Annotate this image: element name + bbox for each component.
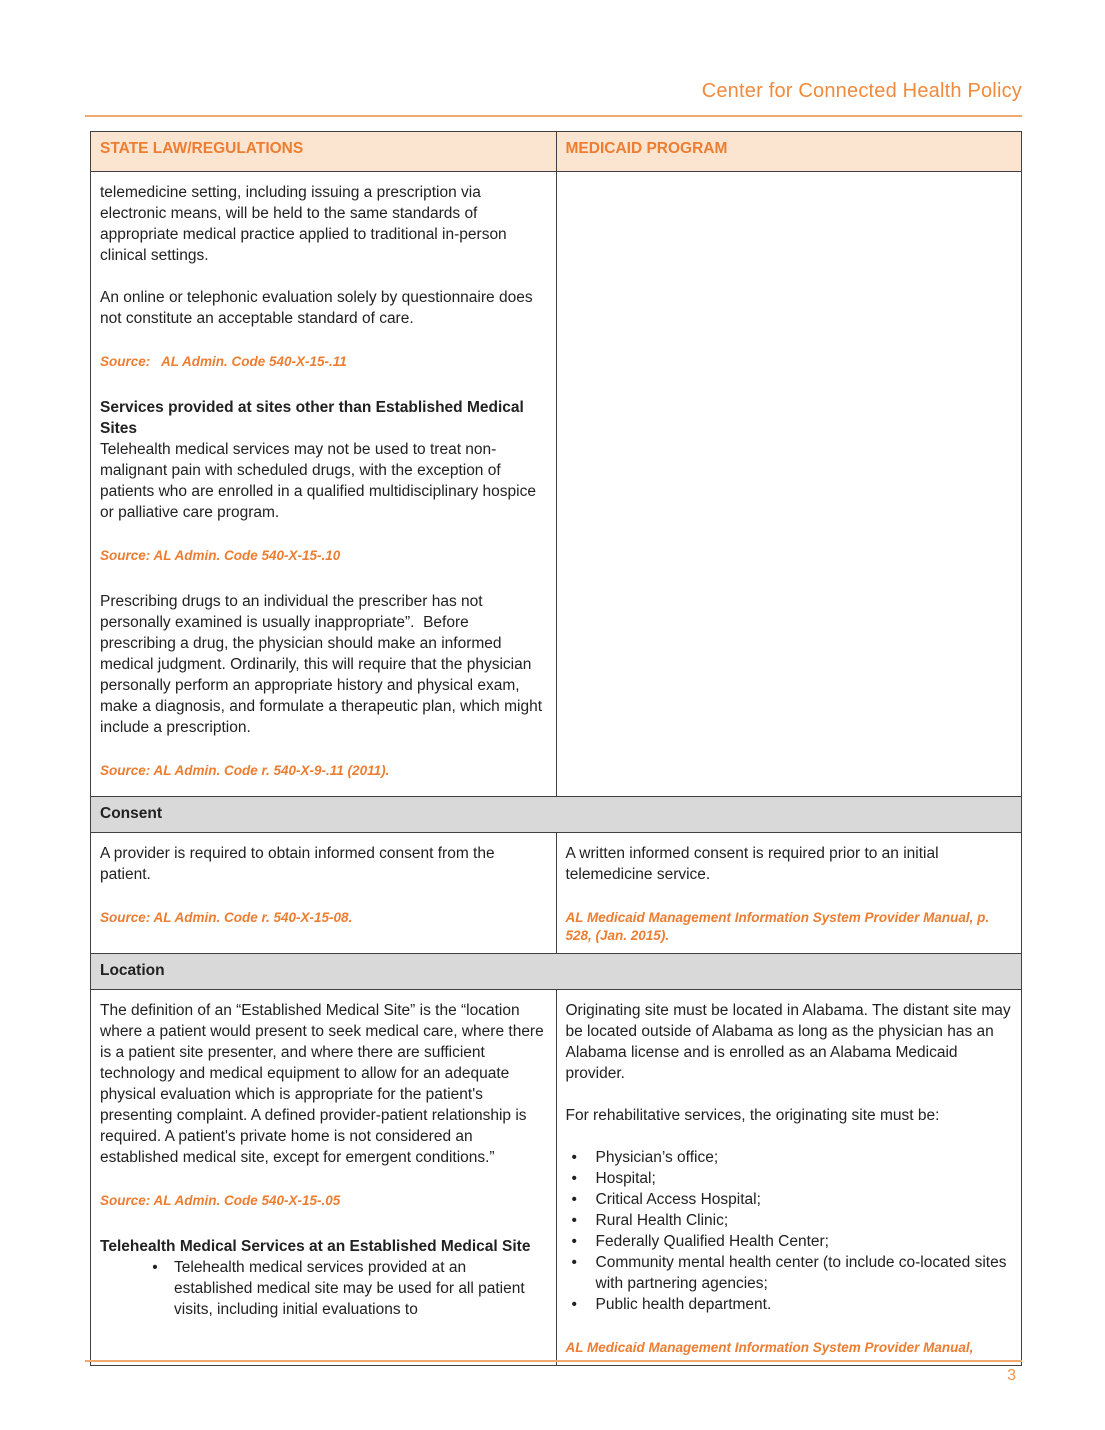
state-law-cell-consent <box>91 833 557 954</box>
document-header <box>85 0 1022 117</box>
document-title: Center for Connected Health Policy <box>701 80 1022 102</box>
list-item: • Critical Access Hospital; <box>571 1191 761 1208</box>
policy-comparison-table <box>90 131 1022 1366</box>
list-item: • Physician’s office; <box>571 1149 719 1166</box>
bullet-icon: • <box>571 1254 577 1271</box>
source-citation: Source: AL Admin. Code 540-X-15-.05 <box>100 1193 341 1208</box>
source-citation: Source: AL Admin. Code r. 540-X-9-.11 (2011). <box>100 763 390 778</box>
state-law-cell-location <box>91 990 557 1366</box>
section-header-row <box>91 797 1022 833</box>
source-citation: Source: AL Admin. Code 540-X-15-.10 <box>100 548 341 563</box>
medicaid-cell-empty <box>556 172 1022 797</box>
table-row <box>91 990 1022 1366</box>
bullet-icon: • <box>571 1149 577 1166</box>
paragraph-online-evaluation: An online or telephonic evaluation solely by questionnaire does not constitute an acceptable standard of care. <box>100 289 533 327</box>
state-law-cell-standards <box>91 172 557 797</box>
section-header-row <box>91 954 1022 990</box>
source-citation: AL Medicaid Management Information System Provider Manual, <box>565 1340 974 1355</box>
subheading-telehealth-established-site: Telehealth Medical Services at an Established Medical Site <box>100 1238 531 1255</box>
medicaid-cell-consent <box>556 833 1022 954</box>
source-citation: Source: AL Admin. Code r. 540-X-15-08. <box>100 910 353 925</box>
bullet-icon: • <box>571 1212 577 1229</box>
medicaid-cell-location <box>556 990 1022 1366</box>
list-item: • Hospital; <box>571 1170 656 1187</box>
document-page <box>85 0 1022 1430</box>
section-header-consent: Consent <box>91 797 1022 833</box>
paragraph-telemedicine-standards: telemedicine setting, including issuing a prescription via electronic means, will be held to the same standards of appropriate medical practice applied to traditional in-person clinical settings. <box>100 184 507 264</box>
list-item: • Public health department. <box>571 1296 772 1313</box>
bullet-icon: • <box>152 1259 158 1276</box>
paragraph-consent-medicaid: A written informed consent is required prior to an initial telemedicine service. <box>565 845 939 883</box>
paragraph-telehealth-scheduled-drugs: Telehealth medical services may not be used to treat non-malignant pain with scheduled drugs, with the exception of patients who are enrolled in a qualified multidisciplinary hospice or palliative care program. <box>100 441 536 521</box>
table-row <box>91 833 1022 954</box>
paragraph-established-medical-site-definition: The definition of an “Established Medical Site” is the “location where a patient would present to seek medical care, where there is a patient site presenter, and where there are sufficient technology and medical equipment to allow for an adequate physical evaluation which is appropriate for the patient's presenting complaint. A defined provider-patient relationship is required. A patient's private home is not considered an established medical site, except for emergent conditions.” <box>100 1002 544 1166</box>
list-item: • Federally Qualified Health Center; <box>571 1233 829 1250</box>
document-footer <box>85 1360 1022 1385</box>
paragraph-consent-state: A provider is required to obtain informed consent from the patient. <box>100 845 495 883</box>
bullet-icon: • <box>571 1191 577 1208</box>
page-number: 3 <box>1007 1367 1016 1384</box>
table-header-row <box>91 132 1022 172</box>
table-row <box>91 172 1022 797</box>
paragraph-prescribing-drugs: Prescribing drugs to an individual the prescriber has not personally examined is usually inappropriate”. Before prescribing a drug, the physician should make an informed medical judgment. Ordinarily, this will require that the physician personally perform an appropriate history and physical exam, make a diagnosis, and formulate a therapeutic plan, which might include a prescription. <box>100 593 542 736</box>
list-item: • Telehealth medical services provided at an established medical site may be used for all patient visits, including initial evaluations to <box>100 1257 546 1320</box>
subheading-services-other-sites: Services provided at sites other than Established Medical Sites <box>100 399 524 437</box>
bullet-icon: • <box>571 1233 577 1250</box>
bullet-icon: • <box>571 1296 577 1313</box>
source-citation: AL Medicaid Management Information System Provider Manual, p. 528, (Jan. 2015). <box>565 910 990 943</box>
paragraph-originating-site: Originating site must be located in Alabama. The distant site may be located outside of Alabama as long as the physician has an Alabama license and is enrolled as an Alabama Medicaid provider. <box>565 1002 1011 1082</box>
column-header-state-law: STATE LAW/REGULATIONS <box>91 132 557 172</box>
source-citation: Source: AL Admin. Code 540-X-15-.11 <box>100 354 347 369</box>
column-header-medicaid-program: MEDICAID PROGRAM <box>556 132 1022 172</box>
list-item: • Community mental health center (to include co-located sites with partnering agencies; <box>571 1254 1007 1292</box>
paragraph-rehabilitative-services: For rehabilitative services, the originating site must be: <box>565 1107 940 1124</box>
section-header-location: Location <box>91 954 1022 990</box>
bullet-icon: • <box>571 1170 577 1187</box>
list-item: • Rural Health Clinic; <box>571 1212 729 1229</box>
